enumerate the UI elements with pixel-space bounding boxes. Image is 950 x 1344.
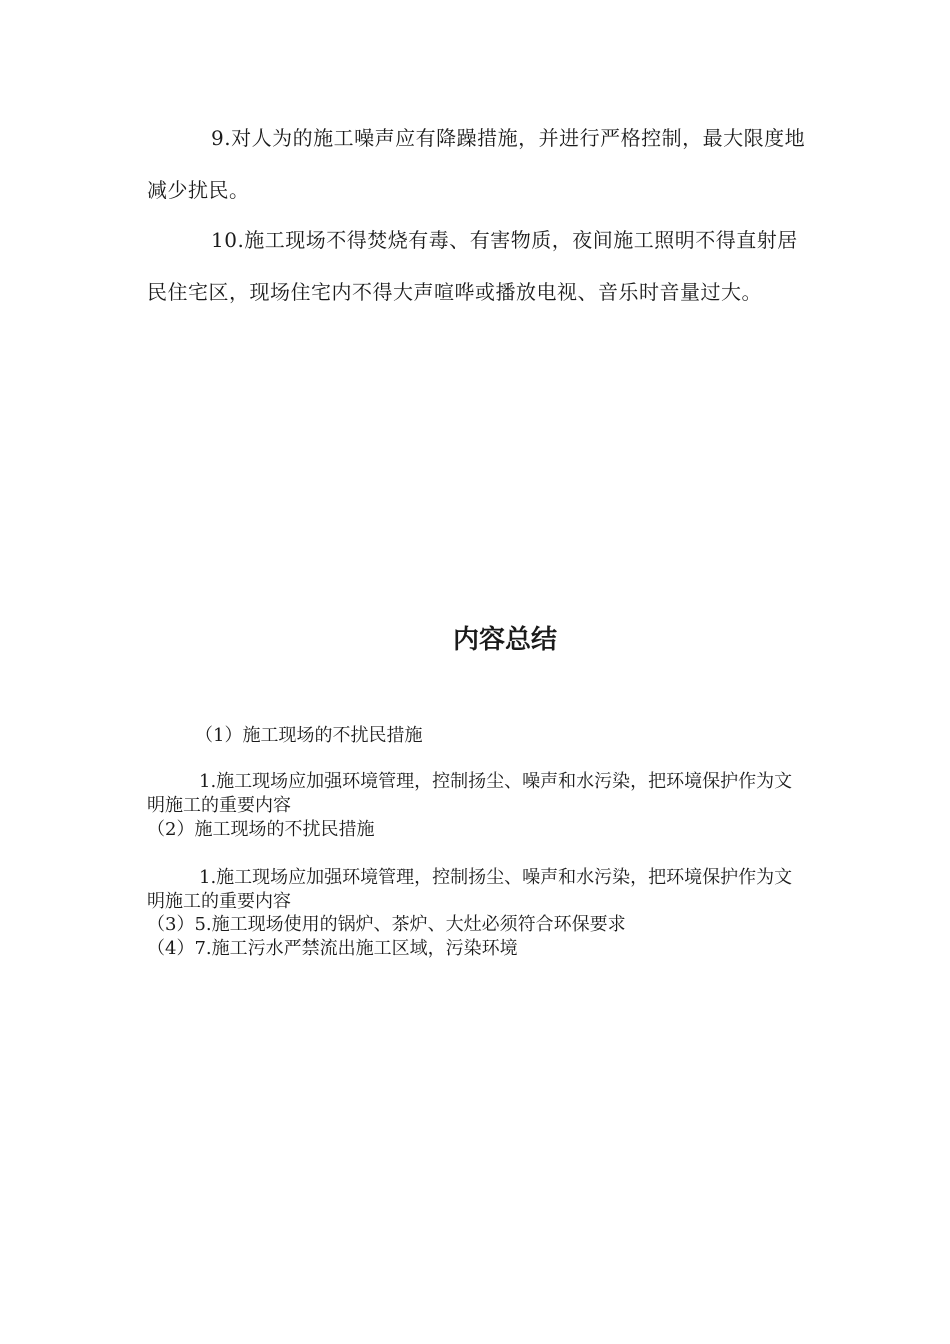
summary-title: 内容总结 [452,625,557,655]
paragraph-item-9: 9.对人为的施工噪声应有降躁措施，并进行严格控制，最大限度地减少扰民。 [147,126,806,202]
summary-line-4: （4）7.施工污水严禁流出施工区域，污染环境 [147,938,518,959]
paragraph-item-10: 10.施工现场不得焚烧有毒、有害物质，夜间施工照明不得直射居民住宅区，现场住宅内不得大声喧哗或播放电视、音乐时音量过大。 [147,228,798,304]
summary-heading-1: （1）施工现场的不扰民措施 [195,725,423,746]
summary-heading-2: （2）施工现场的不扰民措施 [147,819,375,840]
summary-item-2: 1.施工现场应加强环境管理，控制扬尘、噪声和水污染，把环境保护作为文明施工的重要内容 [147,867,793,912]
summary-line-3: （3）5.施工现场使用的锅炉、茶炉、大灶必须符合环保要求 [147,914,626,935]
summary-item-1: 1.施工现场应加强环境管理，控制扬尘、噪声和水污染，把环境保护作为文明施工的重要内容 [147,771,793,816]
